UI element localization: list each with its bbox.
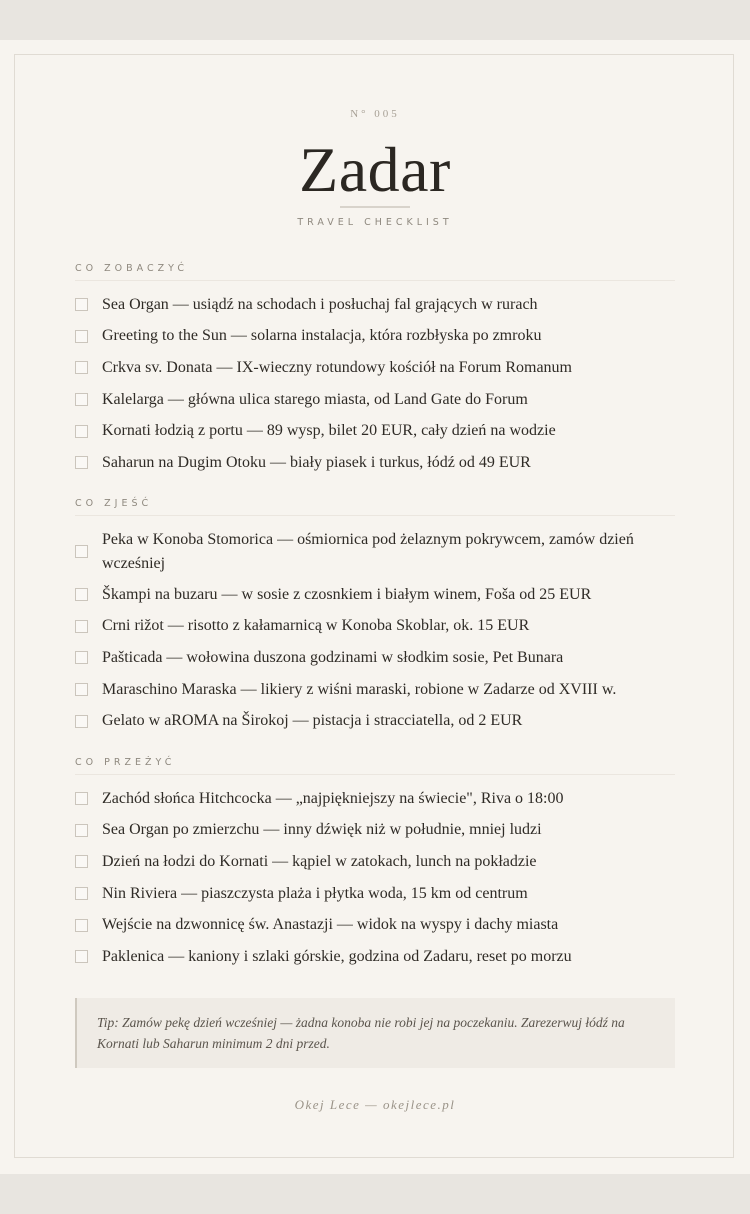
checklist-item[interactable] — [75, 352, 675, 384]
checklist-item[interactable] — [75, 642, 675, 674]
section-co-przezyc — [75, 757, 675, 973]
checklist-item[interactable] — [75, 705, 675, 737]
section-co-zjesc — [75, 498, 675, 737]
item-label: Greeting to the Sun — solarna instalacja, która rozbłyska po zmroku — [102, 327, 542, 345]
item-label: Saharun na Dugim Otoku — biały piasek i turkus, łódź od 49 EUR — [102, 453, 531, 471]
item-label: Crni rižot — risotto z kałamarnicą w Konoba Skoblar, ok. 15 EUR — [102, 617, 530, 635]
section-heading: CO ZJEŚĆ — [75, 498, 675, 516]
checklist-item[interactable] — [75, 846, 675, 878]
checkbox[interactable] — [75, 683, 88, 696]
checkbox[interactable] — [75, 715, 88, 728]
item-label: Maraschino Maraska — likiery z wiśni maraski, robione w Zadarze od XVIII w. — [102, 680, 617, 698]
page-subtitle: TRAVEL CHECKLIST — [297, 217, 453, 228]
checklist-item[interactable] — [75, 289, 675, 321]
item-label: Škampi na buzaru — w sosie z czosnkiem i białym winem, Foša od 25 EUR — [102, 585, 592, 603]
checkbox[interactable] — [75, 792, 88, 805]
section-heading: CO ZOBACZYĆ — [75, 263, 675, 281]
item-label: Paklenica — kaniony i szlaki górskie, godzina od Zadaru, reset po morzu — [102, 947, 572, 965]
item-label: Peka w Konoba Stomorica — ośmiornica pod żelaznym pokrywcem, zamów dzień wcześniej — [102, 530, 634, 572]
page-title: Zadar — [299, 134, 451, 205]
footer-credit: Okej Lece — okejlece.pl — [294, 1097, 456, 1112]
checklist-item[interactable] — [75, 384, 675, 416]
checkbox[interactable] — [75, 330, 88, 343]
checklist — [75, 289, 675, 479]
checklist-item[interactable] — [75, 579, 675, 611]
title-divider — [340, 206, 410, 208]
checkbox[interactable] — [75, 393, 88, 406]
checkbox[interactable] — [75, 545, 88, 558]
checkbox[interactable] — [75, 456, 88, 469]
item-label: Crkva sv. Donata — IX-wieczny rotundowy kościół na Forum Romanum — [102, 358, 572, 376]
checklist-item[interactable] — [75, 878, 675, 910]
item-label: Kornati łodzią z portu — 89 wysp, bilet 20 EUR, cały dzień na wodzie — [102, 422, 556, 440]
checkbox[interactable] — [75, 588, 88, 601]
item-label: Pašticada — wołowina duszona godzinami w słodkim sosie, Pet Bunara — [102, 648, 564, 666]
checkbox[interactable] — [75, 887, 88, 900]
checklist-item[interactable] — [75, 674, 675, 706]
item-label: Sea Organ po zmierzchu — inny dźwięk niż w południe, mniej ludzi — [102, 821, 542, 839]
issue-number: N° 005 — [350, 108, 400, 120]
item-label: Gelato w aROMA na Širokoj — pistacja i stracciatella, od 2 EUR — [102, 712, 523, 730]
tip-box: Tip: Zamów pekę dzień wcześniej — żadna konoba nie robi jej na poczekaniu. Zarezerwuj łódź na Kornati lub Saharun minimum 2 dni przed. — [75, 998, 675, 1068]
checklist-item[interactable] — [75, 909, 675, 941]
item-label: Sea Organ — usiądź na schodach i posłuchaj fal grających w rurach — [102, 295, 538, 313]
checklist-item[interactable] — [75, 524, 675, 579]
checkbox[interactable] — [75, 298, 88, 311]
section-heading: CO PRZEŻYĆ — [75, 757, 675, 775]
checkbox[interactable] — [75, 824, 88, 837]
checklist-item[interactable] — [75, 447, 675, 479]
checklist-page — [0, 40, 750, 1174]
checkbox[interactable] — [75, 361, 88, 374]
checkbox[interactable] — [75, 620, 88, 633]
item-label: Wejście na dzwonnicę św. Anastazji — widok na wyspy i dachy miasta — [102, 916, 559, 934]
item-label: Dzień na łodzi do Kornati — kąpiel w zatokach, lunch na pokładzie — [102, 852, 537, 870]
checkbox[interactable] — [75, 651, 88, 664]
checklist — [75, 783, 675, 973]
checkbox[interactable] — [75, 855, 88, 868]
checklist-item[interactable] — [75, 321, 675, 353]
item-label: Zachód słońca Hitchcocka — „najpiękniejszy na świecie", Riva o 18:00 — [102, 789, 564, 807]
section-co-zobaczyc — [75, 263, 675, 479]
checkbox[interactable] — [75, 950, 88, 963]
checkbox[interactable] — [75, 919, 88, 932]
checklist-item[interactable] — [75, 941, 675, 973]
checklist-item[interactable] — [75, 783, 675, 815]
checklist-item[interactable] — [75, 611, 675, 643]
item-label: Nin Riviera — piaszczysta plaża i płytka woda, 15 km od centrum — [102, 884, 528, 902]
checklist-item[interactable] — [75, 815, 675, 847]
checklist — [75, 524, 675, 737]
item-label: Kalelarga — główna ulica starego miasta, od Land Gate do Forum — [102, 390, 528, 408]
checkbox[interactable] — [75, 425, 88, 438]
checklist-item[interactable] — [75, 415, 675, 447]
